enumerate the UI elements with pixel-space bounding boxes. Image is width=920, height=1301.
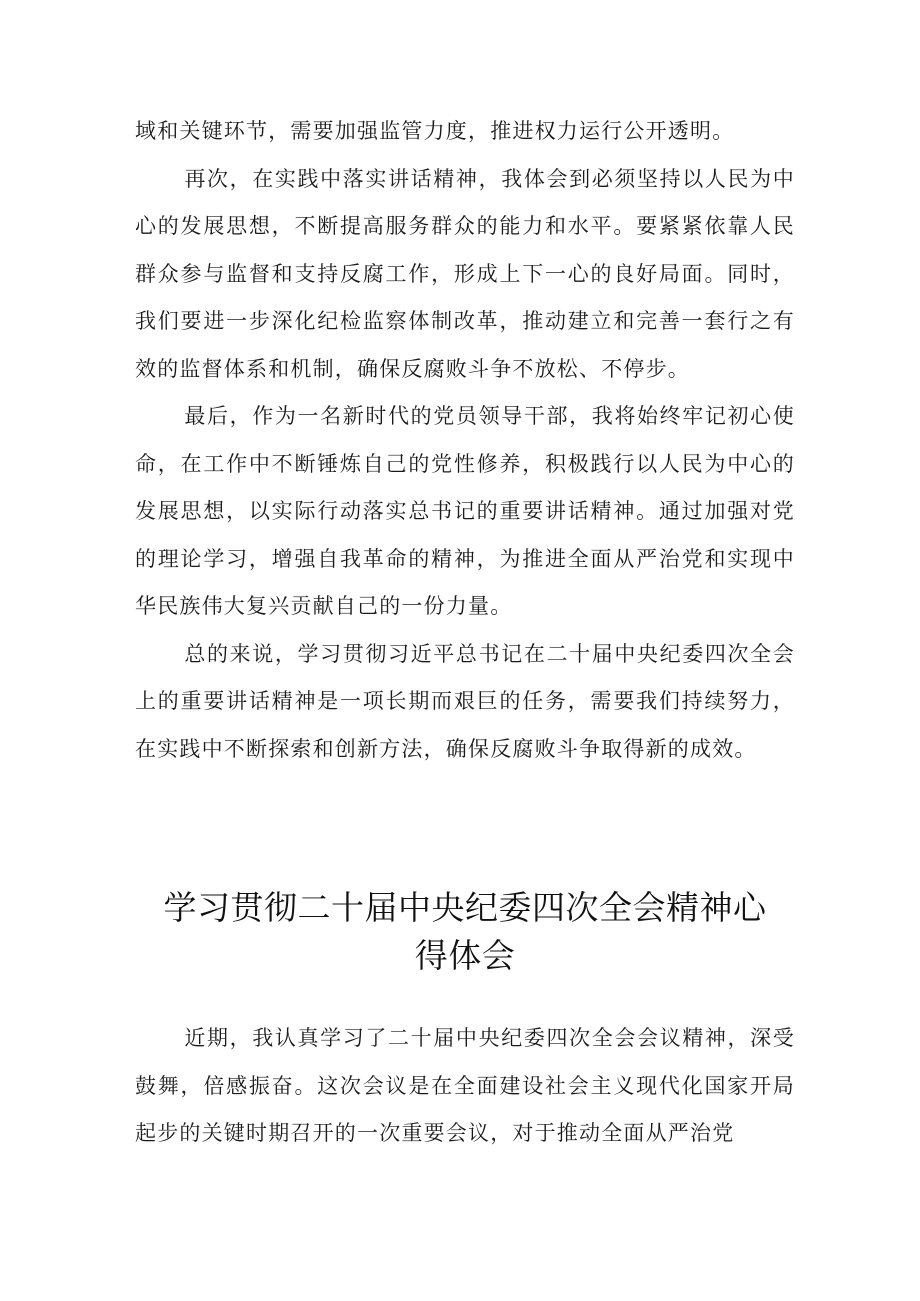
- article-title-line-1: 学习贯彻二十届中央纪委四次全会精神心: [163, 888, 767, 927]
- article-body-continued: [135, 108, 795, 773]
- paragraph-next: 再次，在实践中落实讲话精神，我体会到必须坚持以人民为中心的发展思想，不断提高服务群众的能力和水平。要紧紧依靠人民群众参与监督和支持反腐工作，形成上下一心的良好局面。同时，我们要进一步深化纪检监察体制改革，推动建立和完善一套行之有效的监督体系和机制，确保反腐败斗争不放松、不停步。: [135, 166, 795, 381]
- article-title-line-2: 得体会: [414, 936, 516, 975]
- paragraph-intro: 近期，我认真学习了二十届中央纪委四次全会会议精神，深受鼓舞，倍感振奋。这次会议是在全面建设社会主义现代化国家开局起步的关键时期召开的一次重要会议，对于推动全面从严治党: [135, 1026, 795, 1145]
- paragraph-summary: 总的来说，学习贯彻习近平总书记在二十届中央纪委四次全会上的重要讲话精神是一项长期而艰巨的任务，需要我们持续努力，在实践中不断探索和创新方法，确保反腐败斗争取得新的成效。: [135, 641, 795, 761]
- article-body-new: [135, 1015, 795, 1158]
- paragraph-finally: 最后，作为一名新时代的党员领导干部，我将始终牢记初心使命，在工作中不断锤炼自己的党性修养，积极践行以人民为中心的发展思想，以实际行动落实总书记的重要讲话精神。通过加强对党的理论学习，增强自我革命的精神，为推进全面从严治党和实现中华民族伟大复兴贡献自己的一份力量。: [135, 404, 795, 618]
- article-title: [135, 884, 795, 980]
- paragraph-continuation: 域和关键环节，需要加强监管力度，推进权力运行公开透明。: [135, 119, 735, 143]
